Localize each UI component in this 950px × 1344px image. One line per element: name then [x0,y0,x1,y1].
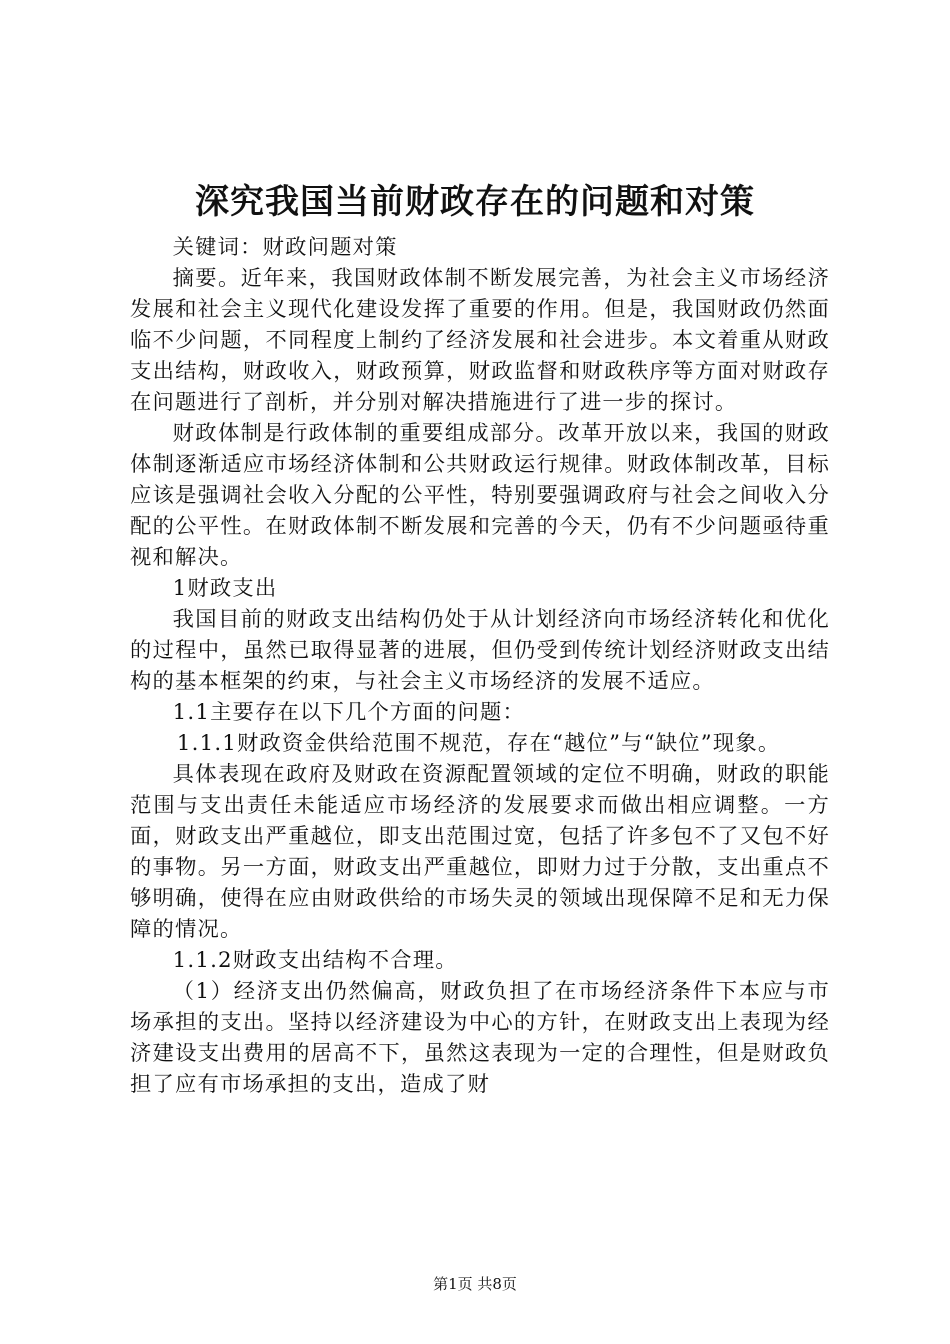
subsubsection-heading: 1.1.2财政支出结构不合理。 [172,948,458,973]
abstract-paragraph: 摘要。近年来，我国财政体制不断发展完善，为社会主义市场经济发展和社会主义现代化建设发挥了重要的作用。但是，我国财政仍然面临不少问题，不同程度上制约了经济发展和社会进步。本文着重从财政支出结构，财政收入，财政预算，财政监督和财政秩序等方面对财政存在问题进行了剖析，并分别对解决措施进行了进一步的探讨。 [130,266,830,415]
section-heading: 1财政支出 [172,576,278,601]
document-body [130,232,830,1100]
body-paragraph: （1）经济支出仍然偏高，财政负担了在市场经济条件下本应与市场承担的支出。坚持以经济建设为中心的方针，在财政支出上表现为经济建设支出费用的居高不下，虽然这表现为一定的合理性，但是财政负担了应有市场承担的支出，造成了财 [130,979,830,1097]
body-paragraph: 我国目前的财政支出结构仍处于从计划经济向市场经济转化和优化的过程中，虽然已取得显著的进展，但仍受到传统计划经济财政支出结构的基本框架的约束，与社会主义市场经济的发展不适应。 [130,607,830,694]
page-footer: 第1页 共8页 [433,1275,517,1293]
document-title: 深究我国当前财政存在的问题和对策 [195,182,755,222]
intro-paragraph: 财政体制是行政体制的重要组成部分。改革开放以来，我国的财政体制逐渐适应市场经济体制和公共财政运行规律。财政体制改革，目标应该是强调社会收入分配的公平性，特别要强调政府与社会之间收入分配的公平性。在财政体制不断发展和完善的今天，仍有不少问题亟待重视和解决。 [130,421,830,570]
body-paragraph: 具体表现在政府及财政在资源配置领域的定位不明确，财政的职能范围与支出责任未能适应市场经济的发展要求而做出相应调整。一方面，财政支出严重越位，即支出范围过宽，包括了许多包不了又包不好的事物。另一方面，财政支出严重越位，即财力过于分散，支出重点不够明确，使得在应由财政供给的市场失灵的领域出现保障不足和无力保障的情况。 [130,762,830,942]
keywords-line: 关键词：财政问题对策 [172,235,398,260]
subsubsection-heading: 1.1.1财政资金供给范围不规范，存在“越位”与“缺位”现象。 [176,731,781,756]
subsection-heading: 1.1主要存在以下几个方面的问题： [172,700,526,725]
